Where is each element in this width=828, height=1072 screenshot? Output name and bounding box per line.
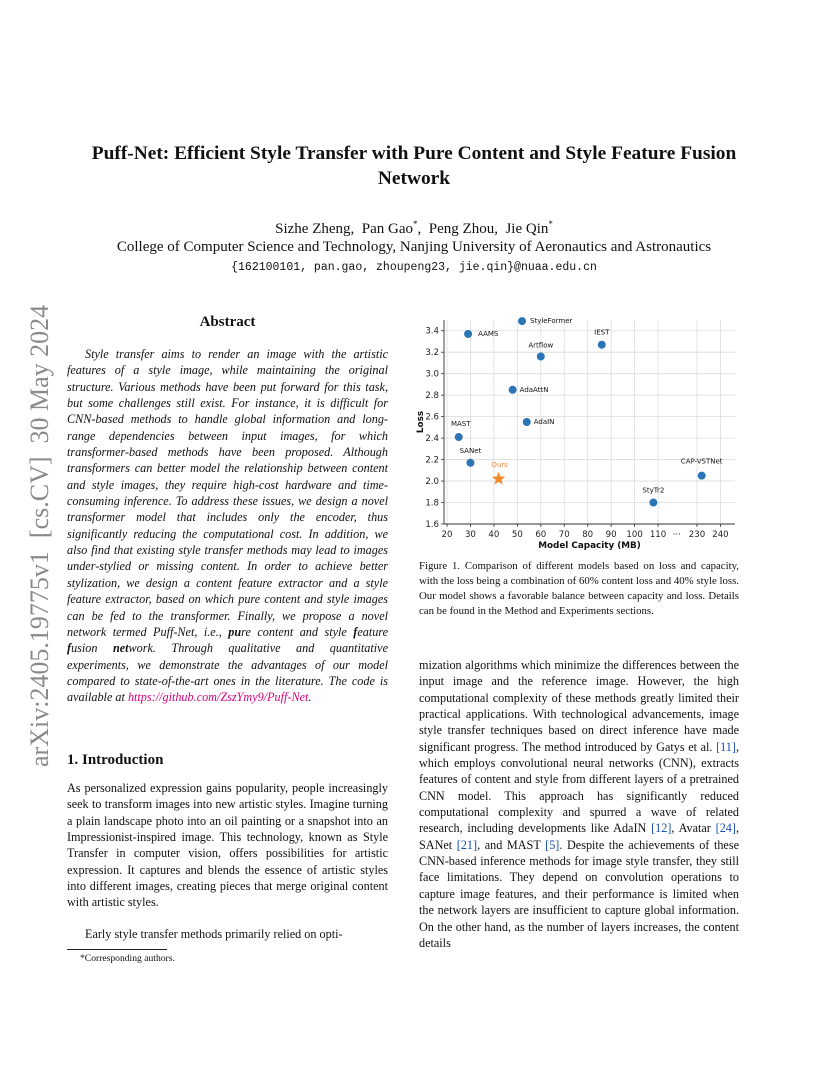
citation-link[interactable]: [5] [545, 837, 560, 852]
author-name: Sizhe Zheng [275, 221, 351, 237]
footnote-divider [67, 949, 167, 950]
citation-link[interactable]: [11] [716, 739, 736, 754]
author-emails: {162100101, pan.gao, zhoupeng23, jie.qin}@nuaa.edu.cn [231, 261, 597, 274]
intro-paragraph-1: As personalized expression gains popularity, people increasingly seek to transform images into new artistic styles. Imagine turning a plain landscape photo into an oil painting or a snapshot into an Impressionist-inspired image. This technology, known as Style Transfer in computer vision, offers possibilities for artistic expression. It captures and blends the essence of artistic styles into different images, creating pieces that merge original content with artistic styles. [67, 781, 388, 910]
plot-area [444, 320, 735, 524]
data-point [455, 433, 463, 441]
data-point-label: Artflow [528, 341, 554, 350]
data-point [598, 341, 606, 349]
data-point [523, 418, 531, 426]
data-point-label: SANet [459, 446, 482, 455]
citation-link[interactable]: [12] [651, 821, 672, 836]
corresponding-mark: * [413, 219, 418, 229]
data-point-label: AdaAttN [519, 385, 549, 394]
y-tick-label: 1.6 [425, 520, 439, 530]
data-point-label: MAST [450, 420, 471, 429]
author-list: Sizhe Zheng, Pan Gao*, Peng Zhou, Jie Qin* [275, 219, 553, 237]
chart-svg [412, 314, 742, 554]
data-point [698, 472, 706, 480]
x-tick-label: 60 [535, 530, 547, 540]
data-point [466, 459, 474, 467]
intro-paragraph-continued: mization algorithms which minimize the differences between the input image and the reference image. However, the high computational complexity of these methods greatly limited their practical applications. With technological advancements, image style transfer techniques based on direct inference have made significant progress. The method introduced by Gatys et al. [11], which employs convolutional neural networks (CNN), extracts features of content and style from different layers of a pretrained CNN model. This approach has significantly reduced computational complexity and spurred a wave of related research, including developments like AdaIN [12], Avatar [24], SANet [21], and MAST [5]. Despite the achievements of these CNN-based inference methods for image style transfer, they still face limitations. They depend on convolution operations to capture image features, and their performance is limited when the network layers are insufficient to capture global information. On the other hand, as the number of layers increases, the content details [419, 658, 739, 950]
author-name: Jie Qin [505, 221, 549, 237]
data-point-label: AAMS [478, 329, 499, 338]
x-tick-label: 30 [464, 530, 476, 540]
y-tick-label: 2.4 [425, 434, 439, 445]
data-point-label: IEST [594, 328, 610, 337]
y-tick-label: 3.4 [425, 326, 439, 337]
arxiv-identifier-stamp [18, 275, 58, 775]
data-point-label: CAP-VSTNet [680, 457, 723, 466]
x-tick-label: 40 [488, 530, 500, 540]
author-name: Peng Zhou [428, 221, 495, 237]
y-tick-label: 2.0 [425, 477, 439, 488]
abstract-text: Style transfer aims to render an image with the artistic features of a style image, while maintaining the original structure. Various methods have been put forward for this task, but some challenges still exist. For instance, it is difficult for CNN-based methods to handle global information and long-range dependencies between input images, for which transformer-based methods have been proposed. Although transformers can better model the relationship between content and style images, they require high-cost hardware and time-consuming inference. To address these issues, we design a novel transformer model that includes only the encoder, thus significantly reducing the computational cost. In addition, we also find that existing style transfer methods may lead to images under-stylied or missing content. In order to achieve better stylization, we design a content feature extractor and a style feature extractor, based on which pure content and style images can be fed to the transformer. Finally, we propose a novel network termed Puff-Net, i.e., pure content and style feature fusion network. Through qualitative and quantitative experiments, we demonstrate the advantages of our model compared to state-of-the-art ones in the literature. The code is available at https://github.com/ZszYmy9/Puff-Net. [67, 347, 389, 705]
code-repository-link[interactable]: https://github.com/ZszYmy9/Puff-Net [127, 690, 309, 705]
y-tick-label: 2.6 [425, 412, 439, 423]
arxiv-stamp-text: arXiv:2405.19775v1 [cs.CV] 30 May 2024 [25, 304, 54, 767]
data-point [518, 317, 526, 325]
y-tick-label: 2.2 [425, 455, 439, 466]
x-tick-label: ··· [672, 530, 681, 540]
corresponding-mark: * [548, 219, 553, 229]
title-line-1: Puff-Net: Efficient Style Transfer with Pure Content and Style Feature Fusion [91, 143, 737, 164]
y-tick-label: 3.2 [425, 348, 439, 359]
data-point-label: StyleFormer [530, 317, 573, 326]
section-heading-introduction: 1. Introduction [67, 752, 164, 768]
y-tick-label: 3.0 [425, 369, 439, 380]
x-tick-label: 110 [649, 530, 667, 540]
intro-paragraph-2: Early style transfer methods primarily relied on opti- [85, 927, 343, 941]
x-tick-label: 20 [441, 530, 453, 540]
citation-link[interactable]: [21] [456, 837, 478, 852]
figure-1-scatter-chart [412, 314, 742, 554]
x-tick-label: 80 [582, 530, 594, 540]
y-axis-label: Loss [416, 410, 426, 434]
x-axis-label: Model Capacity (MB) [538, 541, 641, 551]
y-tick-label: 2.8 [425, 391, 439, 402]
data-point [509, 386, 517, 394]
footnote: *Corresponding authors. [80, 953, 175, 964]
data-point-label: StyTr2 [642, 486, 665, 495]
data-point [649, 499, 657, 507]
x-tick-label: 50 [511, 530, 523, 540]
data-point-label: AdaIN [533, 418, 555, 426]
data-point [464, 330, 472, 338]
x-tick-label: 100 [626, 530, 643, 540]
data-point-label: Ours [491, 460, 508, 469]
x-tick-label: 90 [605, 530, 617, 540]
y-tick-label: 1.8 [425, 498, 439, 509]
data-point [537, 353, 545, 361]
x-tick-label: 240 [712, 530, 729, 540]
citation-link[interactable]: [24] [715, 821, 736, 836]
abstract-heading: Abstract [199, 314, 256, 330]
figure-1-caption: Figure 1. Comparison of different models based on loss and capacity, with the loss being a combination of 60% content loss and 40% style loss. Our model shows a favorable balance between capacity and loss. Details can be found in the Method and Experiments sections. [419, 560, 739, 618]
title-line-2: Network [377, 168, 451, 189]
paper-title [70, 141, 758, 191]
author-name: Pan Gao [361, 221, 414, 237]
affiliation: College of Computer Science and Technology, Nanjing University of Aeronautics and Astronautics [116, 239, 712, 255]
x-tick-label: 70 [558, 530, 570, 540]
x-tick-label: 230 [688, 530, 706, 540]
